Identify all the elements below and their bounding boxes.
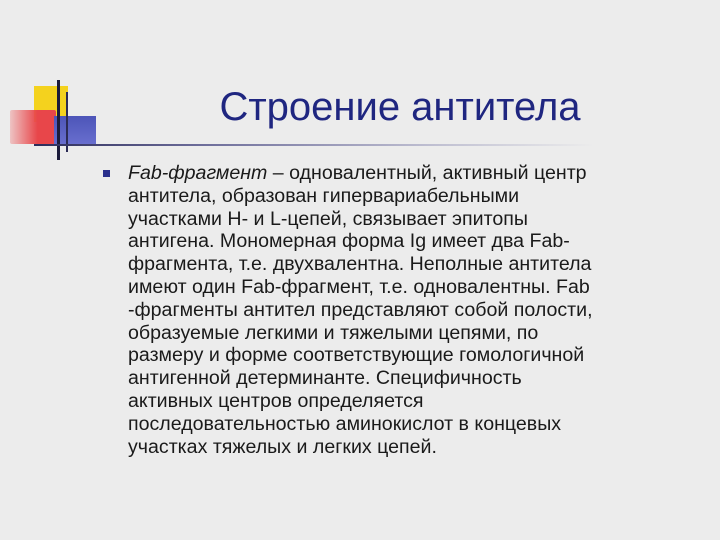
slide-title: Строение антитела xyxy=(219,85,581,129)
red-square-shape xyxy=(10,110,56,144)
vertical-line-shape-2 xyxy=(66,92,68,152)
bullet-line: активных центров определяется xyxy=(128,389,424,412)
vertical-line-shape xyxy=(57,80,60,160)
blue-square-shape xyxy=(54,116,96,146)
bullet-line: имеют один Fab-фрагмент, т.е. одновалентны. Fab xyxy=(128,275,590,298)
bullet-line: антигена. Мономерная форма Ig имеет два Fab- xyxy=(128,230,570,253)
bullet-line: образуемые легкими и тяжелыми цепями, по xyxy=(128,321,539,344)
bullet-line: последовательностью аминокислот в концевых xyxy=(128,412,562,435)
bullet-paragraph xyxy=(128,162,668,458)
bullet-line: антитела, образован гипервариабельными xyxy=(128,184,520,207)
bullet-line: -фрагменты антител представляют собой полости, xyxy=(128,298,593,321)
bullet-line: размеру и форме соответствующие гомологичной xyxy=(128,344,585,367)
bullet-square-icon xyxy=(103,170,110,177)
bullet-line: – одновалентный, активный центр xyxy=(267,162,587,184)
bullet-line: участками H- и L-цепей, связывает эпитопы xyxy=(128,207,528,230)
bullet-line: участках тяжелых и легких цепей. xyxy=(128,435,437,458)
bullet-line: антигенной детерминанте. Специфичность xyxy=(128,367,522,390)
title-underline xyxy=(34,144,594,146)
bullet-line: фрагмента, т.е. двухвалентна. Неполные антитела xyxy=(128,253,592,276)
bullet-term: Fab-фрагмент xyxy=(128,162,268,184)
